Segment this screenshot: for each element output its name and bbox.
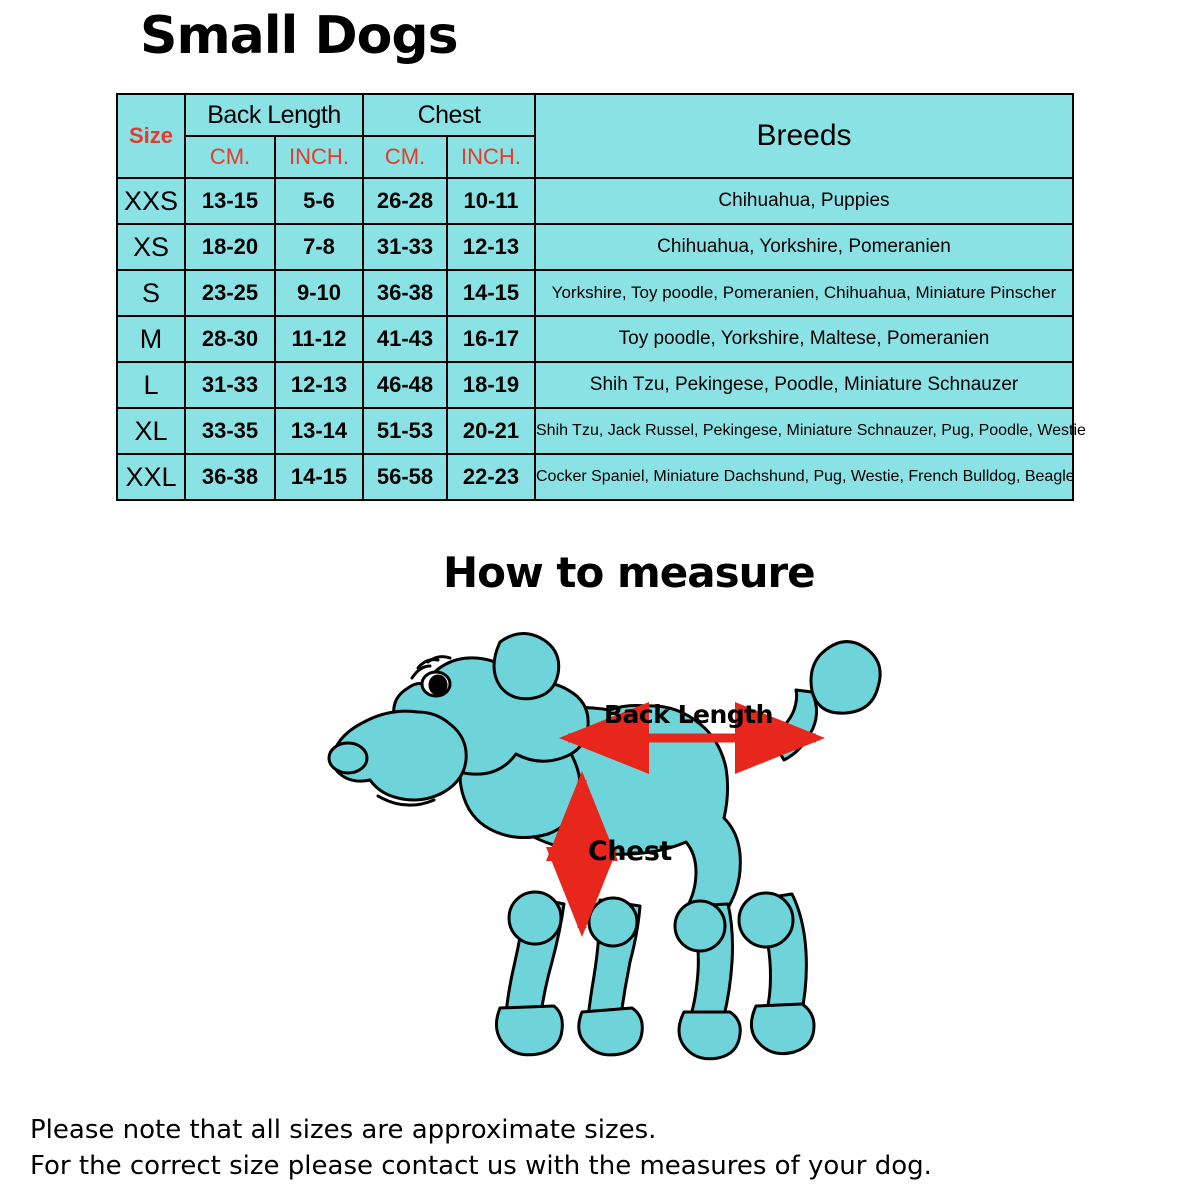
cell-back-length-inch: 14-15	[275, 454, 363, 500]
header-chest-inch: INCH.	[447, 136, 535, 178]
cell-breeds: Toy poodle, Yorkshire, Maltese, Pomeranien	[535, 316, 1073, 362]
table-row	[117, 224, 1073, 270]
dog-illustration	[300, 600, 920, 1070]
table-row	[117, 178, 1073, 224]
cell-chest-cm: 51-53	[363, 408, 447, 454]
cell-back-length-cm: 36-38	[185, 454, 275, 500]
footer-line-1: Please note that all sizes are approximate sizes.	[30, 1115, 657, 1145]
page-title: Small Dogs	[140, 6, 458, 66]
cell-back-length-cm: 33-35	[185, 408, 275, 454]
cell-chest-inch: 20-21	[447, 408, 535, 454]
header-size: Size	[117, 94, 185, 178]
size-table-container	[116, 93, 1086, 501]
footer-line-2: For the correct size please contact us with the measures of your dog.	[30, 1151, 932, 1181]
table-row	[117, 270, 1073, 316]
cell-breeds: Cocker Spaniel, Miniature Dachshund, Pug, Westie, French Bulldog, Beagle	[535, 454, 1073, 500]
cell-size: XXS	[117, 178, 185, 224]
footer-note	[30, 1112, 1190, 1184]
leg-pompom-1	[509, 892, 561, 944]
leg-pompom-2	[589, 898, 637, 946]
leg-pompom-3	[675, 901, 725, 951]
cell-size: XXL	[117, 454, 185, 500]
nose	[329, 743, 367, 773]
cell-back-length-inch: 12-13	[275, 362, 363, 408]
cell-chest-inch: 16-17	[447, 316, 535, 362]
back-length-label: Back Length	[604, 700, 773, 729]
cell-chest-cm: 26-28	[363, 178, 447, 224]
cell-breeds: Shih Tzu, Pekingese, Poodle, Miniature Schnauzer	[535, 362, 1073, 408]
how-to-measure-title: How to measure	[443, 548, 815, 597]
cell-size: XL	[117, 408, 185, 454]
table-row	[117, 408, 1073, 454]
table-group-header-row	[117, 94, 1073, 136]
table-row	[117, 454, 1073, 500]
cell-chest-inch: 18-19	[447, 362, 535, 408]
header-chest-cm: CM.	[363, 136, 447, 178]
cell-chest-inch: 22-23	[447, 454, 535, 500]
cell-breeds: Chihuahua, Puppies	[535, 178, 1073, 224]
cell-back-length-cm: 31-33	[185, 362, 275, 408]
front-paw-near	[496, 1006, 562, 1055]
cell-chest-inch: 14-15	[447, 270, 535, 316]
cell-back-length-inch: 11-12	[275, 316, 363, 362]
cell-chest-inch: 10-11	[447, 178, 535, 224]
cell-chest-cm: 46-48	[363, 362, 447, 408]
header-back-length-inch: INCH.	[275, 136, 363, 178]
front-paw-far	[579, 1008, 642, 1055]
hind-paw-near	[751, 1004, 814, 1054]
cell-back-length-cm: 23-25	[185, 270, 275, 316]
cell-size: M	[117, 316, 185, 362]
table-row	[117, 316, 1073, 362]
table-row	[117, 362, 1073, 408]
poodle-diagram-svg	[300, 600, 920, 1070]
header-back-length-cm: CM.	[185, 136, 275, 178]
tail-pompom	[811, 642, 880, 714]
header-breeds: Breeds	[535, 94, 1073, 178]
size-table	[116, 93, 1086, 501]
cell-chest-inch: 12-13	[447, 224, 535, 270]
header-back-length: Back Length	[185, 94, 363, 136]
cell-chest-cm: 31-33	[363, 224, 447, 270]
cell-back-length-inch: 7-8	[275, 224, 363, 270]
cell-back-length-cm: 28-30	[185, 316, 275, 362]
tail	[770, 690, 817, 760]
cell-breeds: Chihuahua, Yorkshire, Pomeranien	[535, 224, 1073, 270]
cell-size: S	[117, 270, 185, 316]
cell-back-length-inch: 5-6	[275, 178, 363, 224]
header-chest: Chest	[363, 94, 535, 136]
cell-size: XS	[117, 224, 185, 270]
cell-back-length-inch: 9-10	[275, 270, 363, 316]
leg-pompom-4	[739, 893, 793, 947]
cell-chest-cm: 41-43	[363, 316, 447, 362]
chest-label: Chest	[588, 836, 672, 867]
hind-paw-far	[679, 1012, 740, 1059]
cell-breeds: Yorkshire, Toy poodle, Pomeranien, Chihuahua, Miniature Pinscher	[535, 270, 1073, 316]
size-table-body	[117, 178, 1086, 500]
cell-back-length-cm: 13-15	[185, 178, 275, 224]
cell-size: L	[117, 362, 185, 408]
ear-bow	[494, 633, 559, 698]
cell-chest-cm: 56-58	[363, 454, 447, 500]
cell-chest-cm: 36-38	[363, 270, 447, 316]
cell-back-length-inch: 13-14	[275, 408, 363, 454]
cell-back-length-cm: 18-20	[185, 224, 275, 270]
cell-breeds: Shih Tzu, Jack Russel, Pekingese, Miniature Schnauzer, Pug, Poodle, Westie	[535, 408, 1073, 454]
